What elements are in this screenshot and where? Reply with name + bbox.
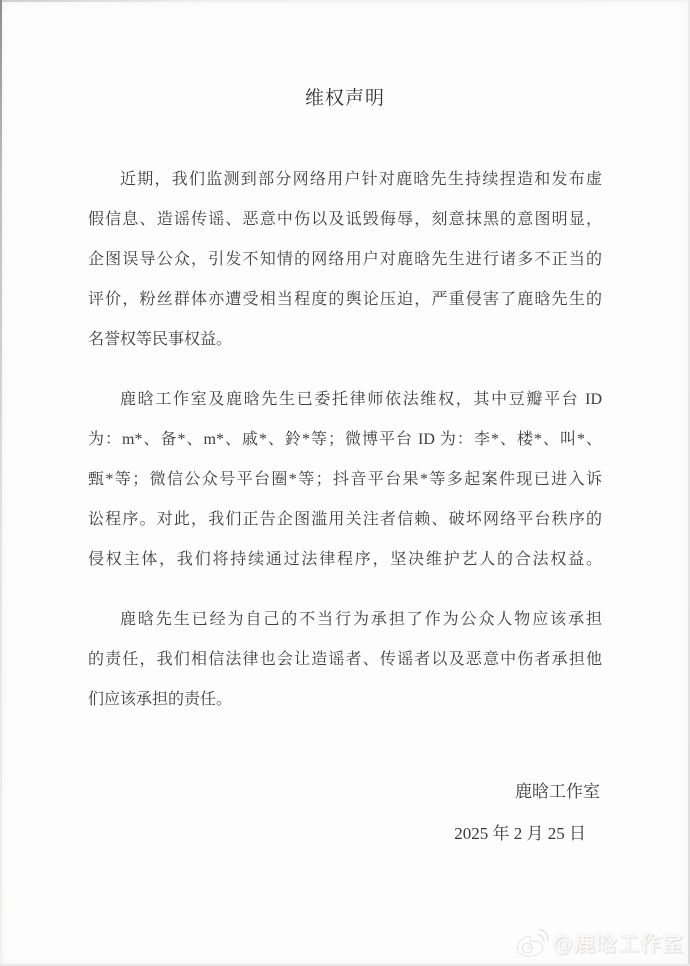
doc-line: 甄*等；微信公众号平台圈*等；抖音平台果*等多起案件现已进入诉 — [88, 471, 602, 488]
doc-line: 企图误导公众，引发不知情的网络用户对鹿晗先生进行诸多不正当的 — [88, 251, 602, 268]
doc-line: 的责任，我们相信法律也会让造谣者、传谣者以及恶意中伤者承担他 — [88, 651, 602, 668]
weibo-icon — [515, 928, 549, 958]
doc-line: 评价，粉丝群体亦遭受相当程度的舆论压迫，严重侵害了鹿晗先生的 — [88, 291, 602, 308]
doc-line: 们应该承担的责任。 — [88, 691, 233, 708]
watermark — [515, 928, 684, 958]
signature: 鹿晗工作室 — [515, 782, 600, 801]
statement-paragraph-3 — [88, 600, 602, 720]
doc-line: 讼程序。对此，我们正告企图滥用关注者信赖、破坏网络平台秩序的 — [88, 511, 602, 528]
watermark-handle: @鹿晗工作室 — [552, 933, 684, 956]
statement-paragraph-1 — [88, 160, 602, 360]
date-line: 2025 年 2 月 25 日 — [454, 824, 586, 843]
doc-line: 鹿晗工作室及鹿晗先生已委托律师依法维权，其中豆瓣平台 ID — [120, 391, 602, 408]
doc-line: 侵权主体，我们将持续通过法律程序，坚决维护艺人的合法权益。 — [88, 551, 602, 568]
doc-line: 名誉权等民事权益。 — [88, 331, 233, 348]
doc-line: 假信息、造谣传谣、恶意中伤以及诋毁侮辱，刻意抹黑的意图明显， — [88, 211, 602, 228]
doc-line: 近期，我们监测到部分网络用户针对鹿晗先生持续捏造和发布虚 — [120, 171, 602, 188]
statement-paragraph-2 — [88, 380, 602, 580]
doc-line: 鹿晗先生已经为自己的不当行为承担了作为公众人物应该承担 — [120, 611, 602, 628]
document-title: 维权声明 — [304, 88, 385, 109]
doc-line: 为：m*、备*、m*、戚*、鈴*等；微博平台 ID 为：李*、楼*、叫*、 — [88, 431, 602, 448]
